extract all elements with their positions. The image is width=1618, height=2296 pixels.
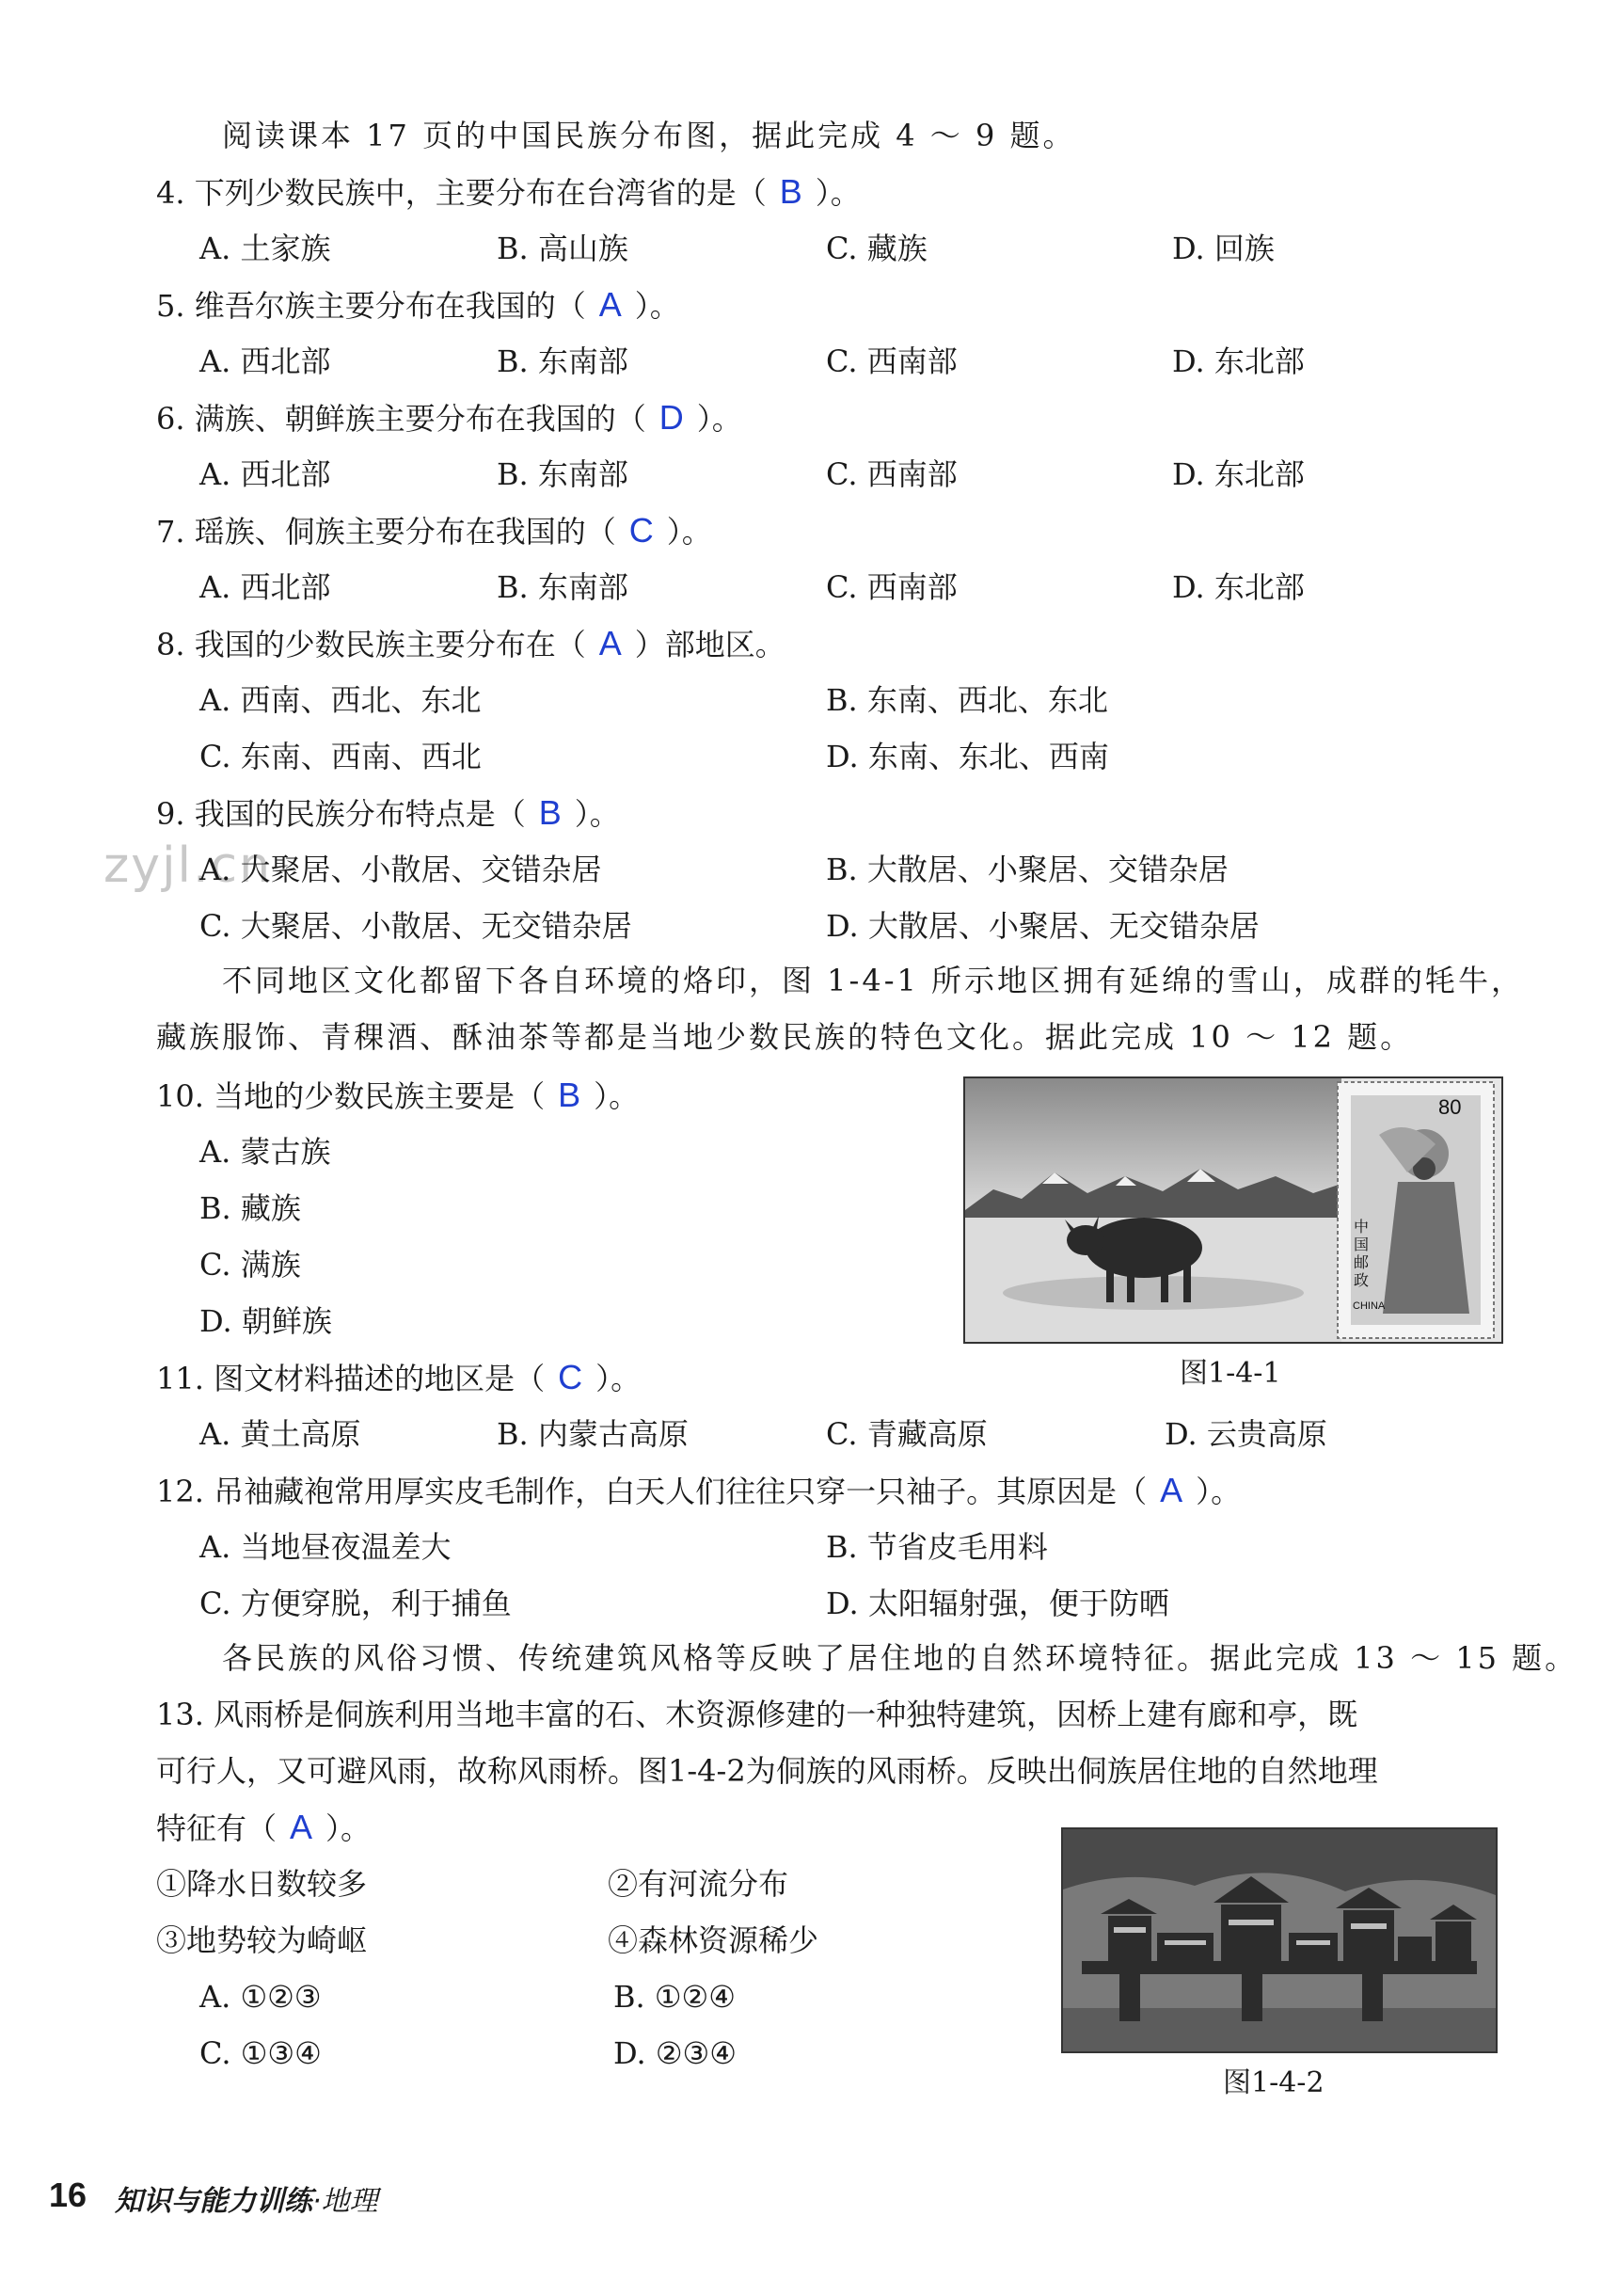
wind-rain-bridge-photo [1063,1829,1496,2051]
q13-option-c: C. ①③④ [199,2035,322,2071]
q13-statement-4: ④森林资源稀少 [608,1922,819,1958]
q7-answer: C [628,511,654,550]
q4-answer: B [779,172,802,211]
q13-option-a: A. ①②③ [199,1979,322,2015]
q6-stem: 6. 满族、朝鲜族主要分布在我国的（ D ）。 [156,398,742,437]
figure-1-4-2-caption: 图1-4-2 [1223,2066,1325,2099]
page-number: 16 [49,2176,87,2214]
q12-option-d: D. 太阳辐射强，便于防晒 [826,1586,1169,1621]
q9-option-d: D. 大散居、小聚居、无交错杂居 [826,908,1260,944]
q4-option-a: A. 土家族 [199,231,331,266]
q8-stem: 8. 我国的少数民族主要分布在（ A ）部地区。 [156,624,785,662]
q13-line-3: 特征有（ A ）。 [156,1808,372,1846]
q8-option-d: D. 东南、东北、西南 [826,739,1109,774]
q4-stem: 4. 下列少数民族中，主要分布在台湾省的是（ B ）。 [156,172,861,211]
intro-2-line-1: 不同地区文化都留下各自环境的烙印，图 1-4-1 所示地区拥有延绵的雪山，成群的牦牛， [222,963,1525,998]
q6-option-b: B. 东南部 [497,456,628,492]
q6-option-a: A. 西北部 [199,456,331,492]
q12-answer: A [1160,1471,1183,1509]
q12-option-b: B. 节省皮毛用料 [826,1529,1048,1565]
q9-option-c: C. 大聚居、小散居、无交错杂居 [199,908,632,944]
q7-option-c: C. 西南部 [826,569,958,605]
q10-option-d: D. 朝鲜族 [199,1303,332,1339]
q13-answer: A [290,1808,313,1846]
intro-2-line-2: 藏族服饰、青稞酒、酥油茶等都是当地少数民族的特色文化。据此完成 10 ～ 12 题。 [156,1019,1414,1055]
figure-1-4-1-caption: 图1-4-1 [1180,1357,1281,1390]
q6-option-d: D. 东北部 [1172,456,1305,492]
q4-option-b: B. 高山族 [497,231,628,266]
q5-option-d: D. 东北部 [1172,343,1305,379]
q13-line-1: 13. 风雨桥是侗族利用当地丰富的石、木资源修建的一种独特建筑，因桥上建有廊和亭，既 [156,1697,1358,1732]
q11-stem: 11. 图文材料描述的地区是（ C ）。 [156,1358,642,1396]
q4-option-c: C. 藏族 [826,231,928,266]
q11-option-d: D. 云贵高原 [1165,1416,1327,1452]
q5-option-c: C. 西南部 [826,343,958,379]
yak-plateau-photo [965,1078,1501,1342]
intro-1: 阅读课本 17 页的中国民族分布图，据此完成 4 ～ 9 题。 [222,118,1076,153]
q8-option-b: B. 东南、西北、东北 [826,682,1108,718]
q9-stem: 9. 我国的民族分布特点是（ B ）。 [156,793,620,832]
q12-option-a: A. 当地昼夜温差大 [199,1529,452,1565]
q10-answer: B [558,1076,581,1114]
stamp-china: CHINA [1353,1300,1386,1312]
book-title: 知识与能力训练·地理 [115,2185,378,2218]
q7-option-b: B. 东南部 [497,569,628,605]
q10-option-c: C. 满族 [199,1247,301,1283]
stamp-value: 80 [1438,1095,1462,1119]
q8-option-a: A. 西南、西北、东北 [199,682,482,718]
q7-option-a: A. 西北部 [199,569,331,605]
q13-statement-3: ③地势较为崎岖 [156,1922,368,1958]
q5-option-b: B. 东南部 [497,343,628,379]
q11-option-b: B. 内蒙古高原 [497,1416,689,1452]
q4-option-d: D. 回族 [1172,231,1275,266]
q9-answer: B [538,793,562,832]
q10-stem: 10. 当地的少数民族主要是（ B ）。 [156,1076,640,1114]
q9-option-b: B. 大散居、小聚居、交错杂居 [826,852,1229,887]
stamp-china-post: 中国邮政 [1354,1218,1370,1289]
q6-option-c: C. 西南部 [826,456,958,492]
q7-option-d: D. 东北部 [1172,569,1305,605]
q10-option-b: B. 藏族 [199,1190,301,1226]
q11-option-a: A. 黄土高原 [199,1416,361,1452]
q13-statement-1: ①降水日数较多 [156,1866,368,1902]
q11-option-c: C. 青藏高原 [826,1416,988,1452]
q7-stem: 7. 瑶族、侗族主要分布在我国的（ C ）。 [156,511,712,550]
q11-answer: C [558,1358,583,1396]
q5-answer: A [598,285,622,324]
watermark: zyjl.cn [103,837,273,894]
q13-option-b: B. ①②④ [613,1979,736,2015]
q5-option-a: A. 西北部 [199,343,331,379]
q6-answer: D [658,398,684,437]
q10-option-a: A. 蒙古族 [199,1134,331,1170]
q12-stem: 12. 吊袖藏袍常用厚实皮毛制作，白天人们往往只穿一只袖子。其原因是（ A ）。 [156,1471,1242,1509]
q12-option-c: C. 方便穿脱，利于捕鱼 [199,1586,512,1621]
q9-option-a: A. 大聚居、小散居、交错杂居 [199,852,602,887]
q8-answer: A [598,624,622,662]
figure-1-4-1 [963,1076,1503,1344]
q8-option-c: C. 东南、西南、西北 [199,739,482,774]
q13-option-d: D. ②③④ [613,2035,737,2071]
q13-line-2: 可行人，又可避风雨，故称风雨桥。图1-4-2为侗族的风雨桥。反映出侗族居住地的自然地理 [156,1753,1378,1789]
q13-statement-2: ②有河流分布 [608,1866,789,1902]
figure-1-4-2 [1061,1827,1498,2053]
q5-stem: 5. 维吾尔族主要分布在我国的（ A ）。 [156,285,680,324]
intro-3: 各民族的风俗习惯、传统建筑风格等反映了居住地的自然环境特征。据此完成 13 ～ 15 题。 [222,1640,1578,1676]
